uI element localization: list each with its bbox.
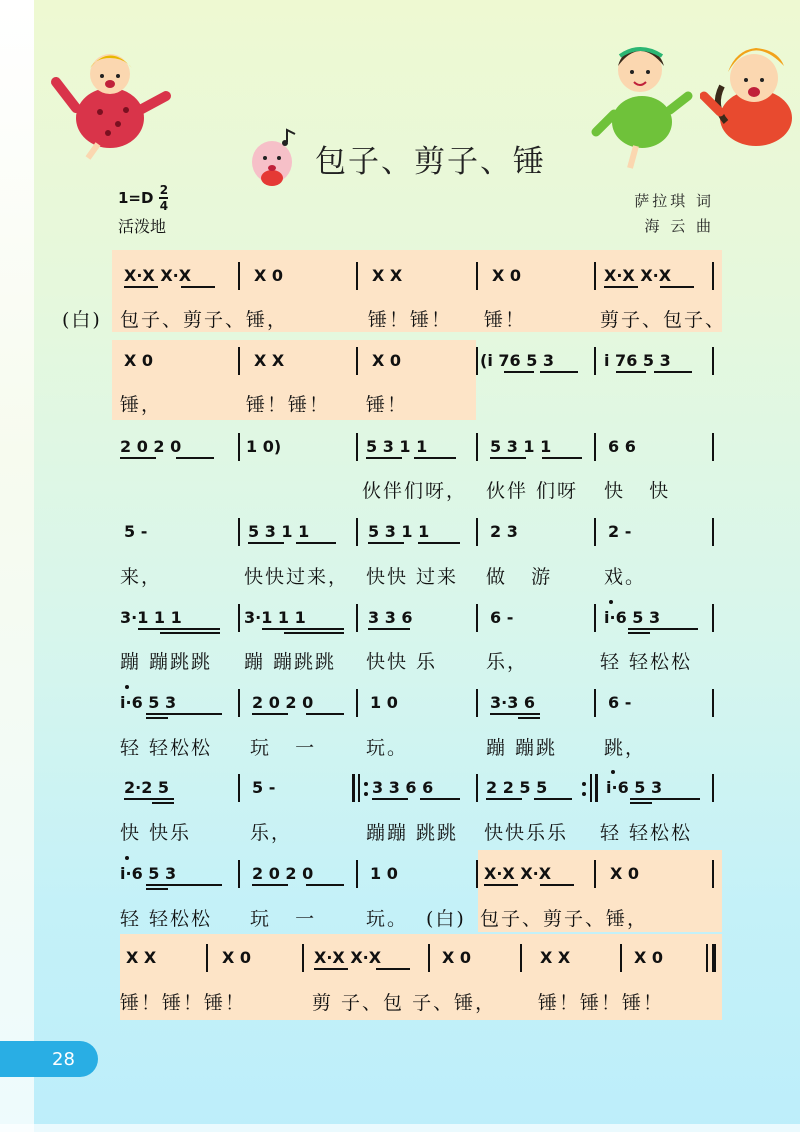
measure: 2 0 2 0 <box>252 864 314 883</box>
notation-row-7 <box>0 774 800 804</box>
notation-row-1 <box>0 262 800 292</box>
measure: 5 - <box>252 778 276 797</box>
composer-credit: 海 云 曲 <box>644 217 714 235</box>
lyric: 快快 乐 <box>366 651 438 673</box>
lyric: 玩。 <box>366 737 409 759</box>
lyric: 蹦 蹦跳跳 <box>120 651 213 673</box>
notation-row-2 <box>0 347 800 377</box>
lyric: 玩 一 <box>250 737 317 759</box>
lyric: 来， <box>120 566 163 588</box>
red-dress-girl-illustration <box>700 26 800 156</box>
lyric: 锤！ <box>484 309 527 331</box>
notation-row-3 <box>0 433 800 463</box>
lyric: 轻 轻松松 <box>600 651 693 673</box>
lyric: 剪 子、包 子、锤， <box>312 992 497 1014</box>
lyric: 锤！锤！锤！ <box>120 992 247 1014</box>
page-bottom-edge <box>0 1124 800 1132</box>
notation-row-6 <box>0 689 800 719</box>
green-dress-child-illustration <box>590 22 700 172</box>
spoken-marker: (白) <box>426 908 466 930</box>
measure: i·6 5 3 <box>604 608 661 627</box>
song-title-block <box>245 128 546 188</box>
measure: 6 6 <box>608 437 636 456</box>
lyric: 伙伴们呀， <box>362 480 468 502</box>
time-sig-bottom: 4 <box>159 199 169 213</box>
measure: 5 3 1 1 <box>368 522 430 541</box>
lyric: 做 游 <box>486 566 553 588</box>
measure: 2 3 <box>490 522 518 541</box>
lyric: 快快过来， <box>244 566 350 588</box>
measure: X·X X·X <box>314 948 382 967</box>
dancing-girl-illustration <box>48 38 178 163</box>
measure: 5 3 1 1 <box>248 522 310 541</box>
lyric: 戏。 <box>604 566 647 588</box>
time-sig-top: 2 <box>159 183 169 197</box>
measure: 2 - <box>608 522 632 541</box>
lyric: 轻 轻松松 <box>120 737 213 759</box>
lyric: 包子、剪子、锤， <box>480 908 649 930</box>
page-number: 28 <box>52 1048 75 1070</box>
measure: 5 3 1 1 <box>366 437 428 456</box>
measure: 1 0 <box>370 864 398 883</box>
page-number-tab <box>0 1041 98 1077</box>
notation-row-4 <box>0 518 800 548</box>
lyric: 剪子、包子、 <box>600 309 727 331</box>
lyric: 快快 过来 <box>366 566 459 588</box>
measure: 2·2 5 <box>124 778 170 797</box>
lyric: 锤！锤！锤！ <box>538 992 665 1014</box>
time-signature <box>159 184 168 212</box>
measure: 3·3 6 <box>490 693 536 712</box>
lyric: 蹦 蹦跳 <box>486 737 558 759</box>
measure: X 0 <box>442 948 472 967</box>
notation-row-5 <box>0 604 800 634</box>
measure: (i 76 5 3 <box>480 351 555 370</box>
lyric: 包子、剪子、锤， <box>120 309 289 331</box>
lyric: 乐， <box>486 651 529 673</box>
measure: X·X X·X <box>124 266 192 285</box>
measure: X 0 <box>124 351 154 370</box>
measure: X X <box>126 948 157 967</box>
lyric: 蹦蹦 跳跳 <box>366 822 459 844</box>
lyric: 玩。 <box>366 908 409 930</box>
lyric: 锤， <box>120 394 163 416</box>
measure: X X <box>254 351 285 370</box>
measure: X 0 <box>222 948 252 967</box>
lyric: 锤！锤！ <box>246 394 331 416</box>
lyric: 锤！锤！ <box>368 309 453 331</box>
lyric: 轻 轻松松 <box>120 908 213 930</box>
measure: i·6 5 3 <box>120 693 177 712</box>
singing-face-icon <box>245 128 303 188</box>
measure: i·6 5 3 <box>120 864 177 883</box>
measure: i·6 5 3 <box>606 778 663 797</box>
key-signature <box>118 184 168 212</box>
measure: 3 3 6 <box>368 608 413 627</box>
measure: X 0 <box>492 266 522 285</box>
measure: 3 3 6 6 <box>372 778 434 797</box>
measure: 1 0 <box>370 693 398 712</box>
lyricist-credit: 萨拉琪 词 <box>634 192 714 210</box>
measure: X X <box>372 266 403 285</box>
lyric: 快快乐乐 <box>484 822 569 844</box>
key-label: 1=D <box>118 189 154 207</box>
lyric: 快 快乐 <box>120 822 192 844</box>
notation-row-9 <box>0 944 800 974</box>
tempo-marking: 活泼地 <box>118 217 167 236</box>
measure: X 0 <box>254 266 284 285</box>
measure: X 0 <box>372 351 402 370</box>
lyric: 快 快 <box>604 480 671 502</box>
measure: i 76 5 3 <box>604 351 671 370</box>
measure: 5 - <box>124 522 148 541</box>
lyric: 轻 轻松松 <box>600 822 693 844</box>
measure: 1 0) <box>246 437 282 456</box>
measure: X·X X·X <box>484 864 552 883</box>
lyric: 跳， <box>604 737 647 759</box>
measure: X X <box>540 948 571 967</box>
spoken-marker: (白) <box>62 309 102 331</box>
notation-row-8 <box>0 860 800 890</box>
lyric: 玩 一 <box>250 908 317 930</box>
measure: 2 0 2 0 <box>252 693 314 712</box>
measure: 2 2 5 5 <box>486 778 548 797</box>
measure: 3·1 1 1 <box>120 608 182 627</box>
measure: X 0 <box>610 864 640 883</box>
measure: X·X X·X <box>604 266 672 285</box>
song-title: 包子、剪子、锤 <box>315 143 546 180</box>
measure: 2 0 2 0 <box>120 437 182 456</box>
lyric: 锤！ <box>366 394 409 416</box>
measure: 6 - <box>490 608 514 627</box>
measure: 6 - <box>608 693 632 712</box>
lyric: 乐， <box>250 822 293 844</box>
measure: 3·1 1 1 <box>244 608 306 627</box>
measure: X 0 <box>634 948 664 967</box>
measure: 5 3 1 1 <box>490 437 552 456</box>
lyric: 蹦 蹦跳跳 <box>244 651 337 673</box>
lyric: 伙伴 们呀 <box>486 480 579 502</box>
